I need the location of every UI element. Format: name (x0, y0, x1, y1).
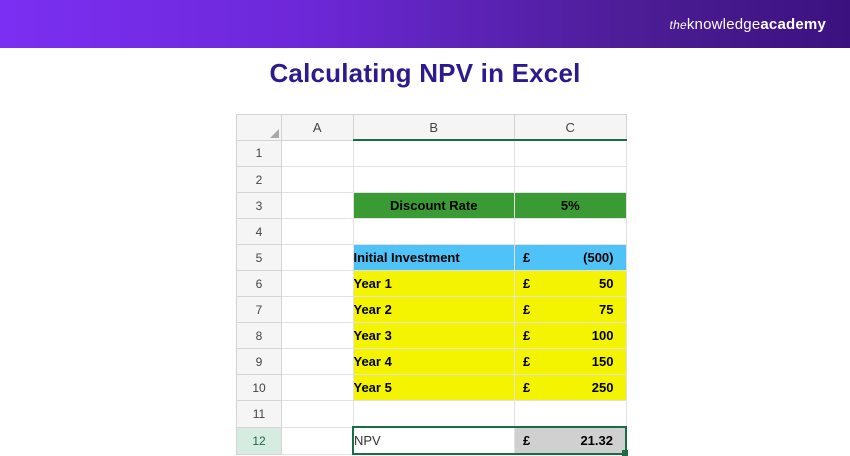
cell-a2[interactable] (282, 167, 354, 193)
column-header-row (237, 115, 627, 141)
row-header-2[interactable]: 2 (237, 167, 282, 193)
cell-a7[interactable] (282, 297, 354, 323)
currency-symbol: £ (523, 354, 531, 369)
cell-c7-cashflow-value[interactable] (515, 297, 627, 323)
table-row (237, 271, 627, 297)
cell-c4[interactable] (515, 219, 627, 245)
cell-c2[interactable] (515, 167, 627, 193)
fill-handle[interactable] (622, 450, 628, 456)
cell-c3-discount-rate-value[interactable]: 5% (515, 193, 627, 219)
table-row (237, 323, 627, 349)
cell-b4[interactable] (353, 219, 515, 245)
brand-knowledge-text: knowledge (686, 15, 761, 33)
row-header-4[interactable]: 4 (237, 219, 282, 245)
header-bar (0, 0, 850, 48)
cell-a6[interactable] (282, 271, 354, 297)
cell-amount: (500) (583, 250, 614, 265)
cell-b1[interactable] (353, 140, 515, 167)
currency-symbol: £ (523, 302, 531, 317)
row-header-12[interactable]: 12 (237, 427, 282, 454)
table-row (237, 297, 627, 323)
table-row (237, 245, 627, 271)
row-header-1[interactable]: 1 (237, 140, 282, 167)
row-header-7[interactable]: 7 (237, 297, 282, 323)
cell-a10[interactable] (282, 375, 354, 401)
row-header-5[interactable]: 5 (237, 245, 282, 271)
table-row (237, 349, 627, 375)
currency-symbol: £ (523, 328, 531, 343)
currency-symbol: £ (523, 250, 531, 265)
cell-a1[interactable] (282, 140, 354, 167)
row-header-10[interactable]: 10 (237, 375, 282, 401)
cell-a5[interactable] (282, 245, 354, 271)
page-title: Calculating NPV in Excel (269, 58, 581, 88)
select-all-corner[interactable] (237, 115, 282, 141)
cell-amount: 21.32 (580, 433, 613, 448)
cell-b10-year-label[interactable]: Year 5 (353, 375, 515, 401)
table-row (237, 219, 627, 245)
cell-c10-cashflow-value[interactable] (515, 375, 627, 401)
cell-b11[interactable] (353, 401, 515, 428)
row-header-3[interactable]: 3 (237, 193, 282, 219)
row-header-9[interactable]: 9 (237, 349, 282, 375)
cell-b12-npv-label[interactable]: NPV (353, 427, 515, 454)
cell-b9-year-label[interactable]: Year 4 (353, 349, 515, 375)
cell-c6-cashflow-value[interactable] (515, 271, 627, 297)
spreadsheet-grid (236, 114, 627, 455)
currency-symbol: £ (523, 276, 531, 291)
cell-a4[interactable] (282, 219, 354, 245)
brand-logo (670, 16, 826, 33)
cell-c1[interactable] (515, 140, 627, 167)
cell-amount: 100 (591, 328, 614, 343)
row-header-8[interactable]: 8 (237, 323, 282, 349)
cell-amount: 250 (591, 380, 614, 395)
cell-b8-year-label[interactable]: Year 3 (353, 323, 515, 349)
table-row (237, 375, 627, 401)
select-all-triangle-icon (270, 129, 279, 138)
row-header-11[interactable]: 11 (237, 401, 282, 428)
cell-amount: 50 (599, 276, 614, 291)
column-header-b[interactable]: B (353, 115, 515, 141)
cell-b7-year-label[interactable]: Year 2 (353, 297, 515, 323)
table-row (237, 167, 627, 193)
table-row (237, 193, 627, 219)
brand-the-text: the (669, 17, 687, 32)
column-header-a[interactable]: A (282, 115, 354, 141)
brand-academy-text: academy (760, 15, 826, 33)
cell-c8-cashflow-value[interactable] (515, 323, 627, 349)
cell-a11[interactable] (282, 401, 354, 428)
cell-b3-discount-rate-label[interactable]: Discount Rate (353, 193, 515, 219)
currency-symbol: £ (523, 433, 531, 448)
cell-b6-year-label[interactable]: Year 1 (353, 271, 515, 297)
table-row (237, 140, 627, 167)
cell-c11[interactable] (515, 401, 627, 428)
cell-amount: 75 (599, 302, 614, 317)
cell-c5-initial-investment-value[interactable] (515, 245, 627, 271)
currency-symbol: £ (523, 380, 531, 395)
cell-a8[interactable] (282, 323, 354, 349)
cell-c9-cashflow-value[interactable] (515, 349, 627, 375)
cell-a3[interactable] (282, 193, 354, 219)
cell-b5-initial-investment-label[interactable]: Initial Investment (353, 245, 515, 271)
table-row (237, 401, 627, 428)
cell-a9[interactable] (282, 349, 354, 375)
column-header-c[interactable]: C (515, 115, 627, 141)
cell-amount: 150 (591, 354, 614, 369)
row-header-6[interactable]: 6 (237, 271, 282, 297)
cell-b2[interactable] (353, 167, 515, 193)
